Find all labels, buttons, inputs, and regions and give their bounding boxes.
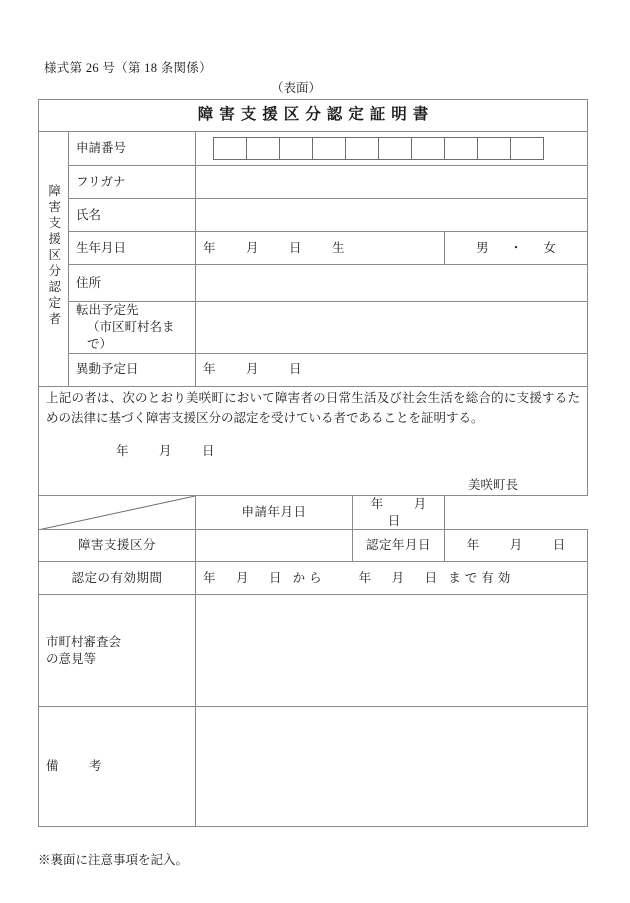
certificate-table	[38, 99, 588, 827]
value-remarks[interactable]	[196, 707, 588, 827]
appno-box[interactable]	[510, 137, 544, 160]
appno-box[interactable]	[378, 137, 412, 160]
table-row-name	[39, 199, 588, 232]
table-row-valid-period	[39, 562, 588, 595]
label-opinion	[39, 595, 196, 707]
label-address: 住所	[69, 265, 196, 302]
certification-signer: 美咲町長	[468, 477, 519, 492]
application-number-field[interactable]	[196, 132, 588, 166]
appno-box[interactable]	[411, 137, 445, 160]
value-birthdate[interactable]: 年 月 日 生	[196, 232, 445, 265]
table-row-birthdate	[39, 232, 588, 265]
value-move-date[interactable]: 年 月 日	[196, 353, 588, 386]
table-row-opinion	[39, 595, 588, 707]
label-opinion-line1: 市町村審査会	[46, 635, 122, 649]
label-birthdate: 生年月日	[69, 232, 196, 265]
label-moveout	[69, 302, 196, 354]
value-category[interactable]	[196, 530, 353, 562]
label-name: 氏名	[69, 199, 196, 232]
appno-box[interactable]	[312, 137, 346, 160]
label-certification-date: 認定年月日	[353, 530, 445, 562]
label-category: 障害支援区分	[39, 530, 196, 562]
value-valid-period[interactable]: 年 月 日 から 年 月 日 まで有効	[196, 562, 588, 595]
value-moveout[interactable]	[196, 302, 588, 354]
value-application-date[interactable]: 年 月 日	[353, 495, 445, 530]
table-row-address	[39, 265, 588, 302]
label-application-date: 申請年月日	[196, 495, 353, 530]
appno-box[interactable]	[345, 137, 379, 160]
table-row-furigana	[39, 166, 588, 199]
appno-box[interactable]	[213, 137, 247, 160]
value-furigana[interactable]	[196, 166, 588, 199]
label-valid-period: 認定の有効期間	[39, 562, 196, 595]
footnote: ※裏面に注意事項を記入。	[38, 853, 189, 867]
table-row-move-date	[39, 353, 588, 386]
title-row	[39, 100, 588, 132]
appno-box[interactable]	[477, 137, 511, 160]
application-number-boxes[interactable]	[213, 137, 580, 160]
label-remarks: 備 考	[39, 707, 196, 827]
appno-box[interactable]	[279, 137, 313, 160]
table-row-application-date	[39, 495, 588, 530]
certification-body: 上記の者は、次のとおり美咲町において障害者の日常生活及び社会生活を総合的に支援するための法律に基づく障害支援区分の認定を受けている者であることを証明する。	[46, 390, 581, 425]
table-row-category	[39, 530, 588, 562]
appno-box[interactable]	[246, 137, 280, 160]
label-move-date: 異動予定日	[69, 353, 196, 386]
value-name[interactable]	[196, 199, 588, 232]
value-certification-date[interactable]: 年 月 日	[445, 530, 588, 562]
table-row-application-number	[39, 132, 588, 166]
appno-box[interactable]	[444, 137, 478, 160]
diagonal-slash-icon	[39, 496, 195, 530]
table-row-remarks	[39, 707, 588, 827]
value-sex[interactable]: 男 ・ 女	[445, 232, 588, 265]
certification-date[interactable]: 年 月 日	[116, 444, 224, 458]
table-row-certification	[39, 386, 588, 495]
page-title: 障害支援区分認定証明書	[39, 100, 588, 132]
table-row-moveout	[39, 302, 588, 354]
vertical-rail-text: 障害支援区分認定者	[46, 184, 61, 329]
label-moveout-line1: 転出予定先	[76, 303, 139, 317]
label-moveout-line2: （市区町村名まで）	[87, 319, 175, 351]
value-opinion[interactable]	[196, 595, 588, 707]
label-application-number: 申請番号	[69, 132, 196, 166]
label-opinion-line2: の意見等	[46, 651, 97, 666]
vertical-rail-label	[39, 132, 69, 387]
label-furigana: フリガナ	[69, 166, 196, 199]
side-label-front: （表面）	[270, 81, 321, 95]
diagonal-blank-cell	[39, 495, 196, 530]
certification-block	[39, 386, 588, 495]
form-number: 様式第 26 号（第 18 条関係）	[44, 61, 212, 75]
value-address[interactable]	[196, 265, 588, 302]
